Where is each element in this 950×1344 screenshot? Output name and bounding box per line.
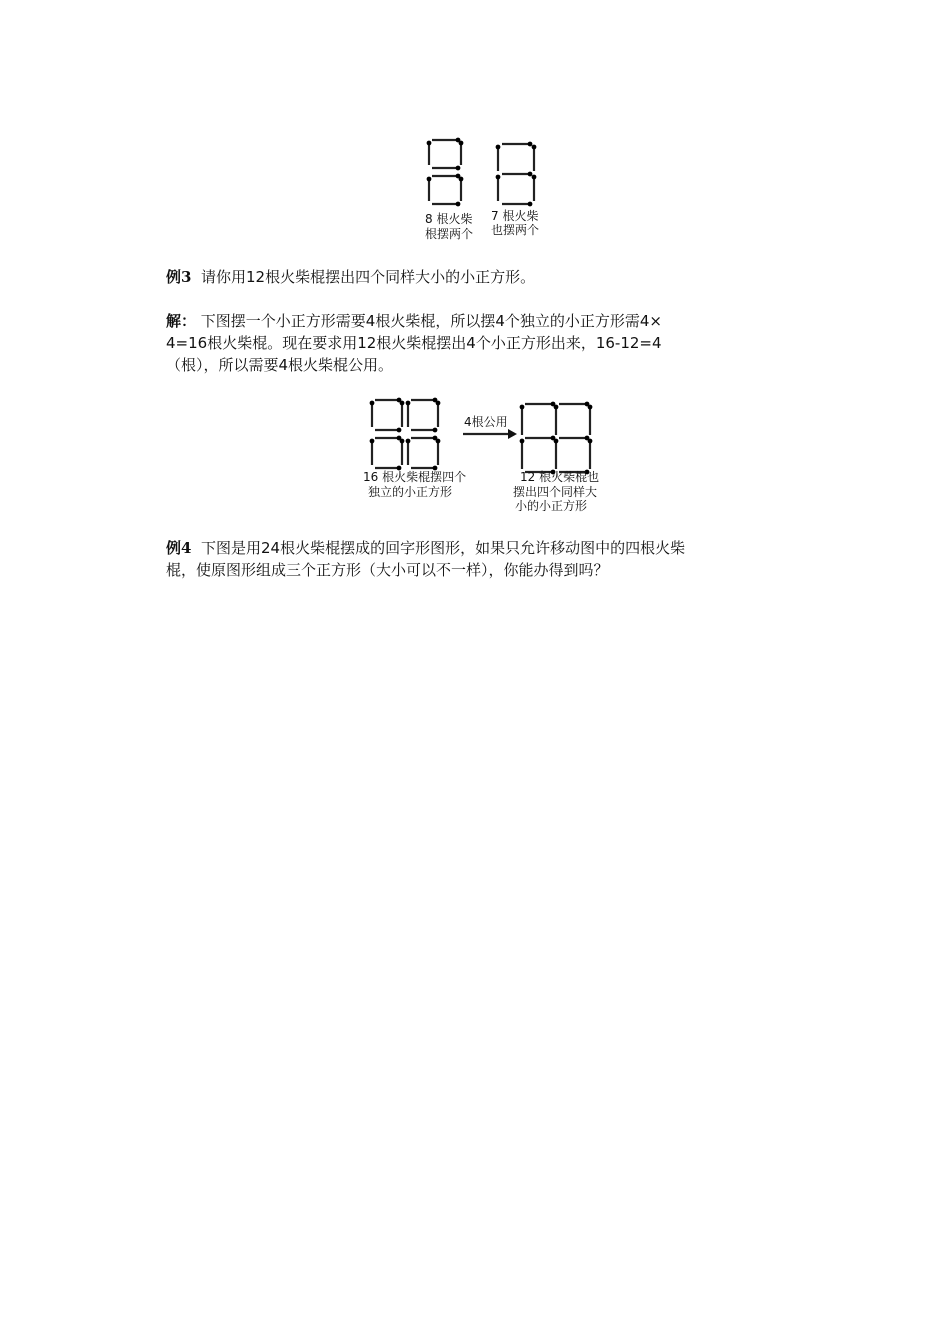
example4-line-2: 棍，使原图形组成三个正方形（大小可以不一样），你能办得到吗？	[166, 561, 609, 579]
arrow-right-icon	[508, 429, 517, 439]
matchstick-head	[397, 428, 402, 433]
caption-left-line2: 根摆两个	[425, 227, 474, 241]
matchstick-head	[370, 401, 375, 406]
example4	[166, 537, 806, 581]
matchstick-head	[433, 428, 438, 433]
caption-right-line1: 7 根火柴	[491, 209, 539, 223]
left-two-squares	[427, 138, 464, 207]
caption-right-line2: 也摆两个	[491, 223, 540, 237]
example3-question	[166, 266, 806, 288]
matchstick-head	[370, 439, 375, 444]
matchstick-head	[406, 439, 411, 444]
right-stacked-squares	[496, 142, 537, 207]
matchstick-head	[588, 405, 593, 410]
matchstick-head	[436, 439, 441, 444]
caption-left-line2: 独立的小正方形	[368, 485, 453, 499]
caption-right-line2: 摆出四个同样大	[513, 485, 598, 499]
caption-right-line1: 12 根火柴棍也	[520, 470, 600, 484]
matchstick-head	[554, 405, 559, 410]
example4-line-1: 例4 下图是用24根火柴棍摆成的回字形图形，如果只允许移动图中的四根火柴	[166, 539, 686, 557]
arrow-label: 4根公用	[464, 415, 508, 429]
solution-label: 解：	[166, 312, 197, 330]
matchstick-diagram-1	[415, 130, 555, 248]
matchstick-head	[400, 439, 405, 444]
example3-solution	[166, 310, 806, 376]
example3-label: 例3	[166, 268, 192, 286]
solution-line-2: 4=16根火柴棍。现在要求用12根火柴棍摆出4个小正方形出来，16-12=4	[166, 334, 662, 352]
caption-left-line1: 16 根火柴棍摆四个	[363, 470, 467, 484]
figure-matchsticks-16-to-12	[360, 392, 610, 516]
matchstick-head	[588, 439, 593, 444]
right-shared-grid	[520, 402, 593, 475]
matchstick-head	[554, 439, 559, 444]
example4-label: 例4	[166, 539, 192, 557]
left-four-separate-squares	[370, 398, 441, 471]
solution-line-3: （根），所以需要4根火柴棍公用。	[166, 356, 394, 374]
matchstick-head	[406, 401, 411, 406]
matchstick-head	[520, 405, 525, 410]
caption-right-line3: 小的小正方形	[515, 499, 588, 513]
matchstick-head	[436, 401, 441, 406]
caption-left-line1: 8 根火柴	[425, 212, 473, 226]
solution-line-1: 解： 下图摆一个小正方形需要4根火柴棍，所以摆4个独立的小正方形需4×	[166, 312, 662, 330]
matchstick-head	[400, 401, 405, 406]
matchstick-head	[520, 439, 525, 444]
example3-question-text: 请你用12根火柴棍摆出四个同样大小的小正方形。	[200, 268, 536, 286]
figure-matchsticks-8-vs-7	[415, 130, 555, 248]
matchstick-diagram-2	[360, 392, 610, 516]
